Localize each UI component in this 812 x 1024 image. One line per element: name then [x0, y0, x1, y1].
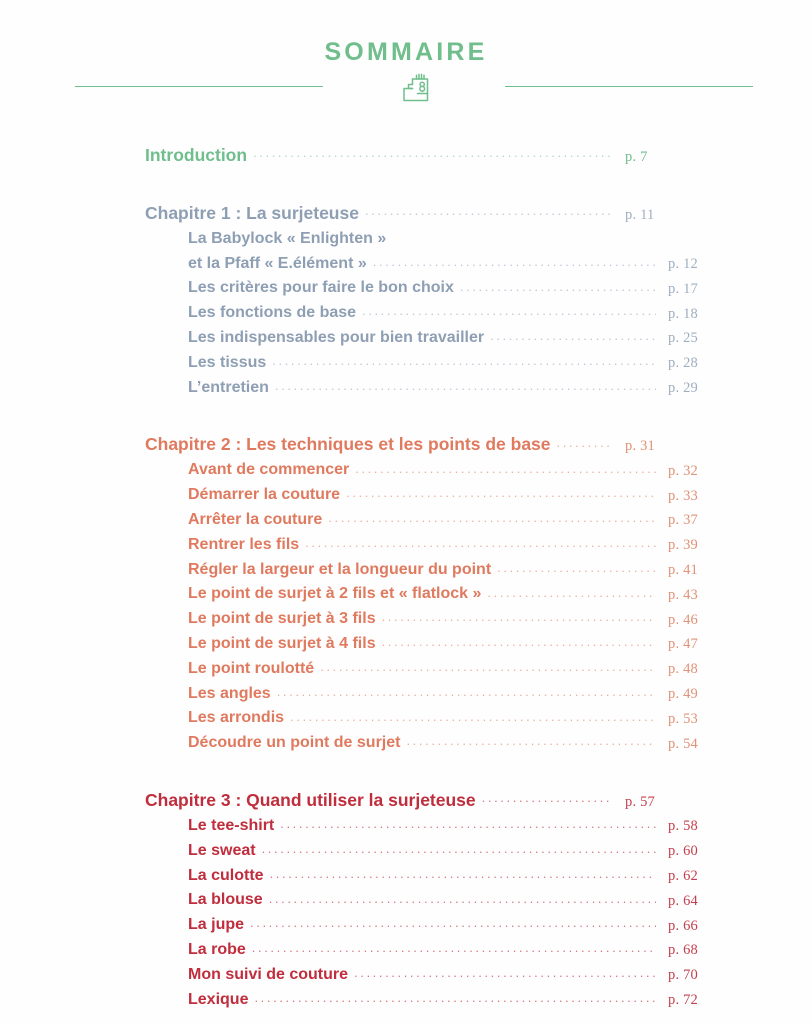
toc-chapter-entry[interactable] [145, 130, 673, 164]
toc-sub-entry[interactable] [145, 602, 716, 627]
dot-leader [482, 790, 613, 806]
header-divider [75, 86, 753, 118]
toc-entry-label: Rentrer les fils [188, 535, 300, 553]
toc-sub-entry[interactable] [145, 677, 716, 702]
dot-leader [262, 841, 656, 857]
toc-page-number: p. 32 [668, 462, 698, 479]
toc-sub-entry[interactable] [145, 247, 716, 272]
dot-leader [320, 659, 656, 675]
toc-page-number: p. 33 [668, 487, 698, 504]
dot-leader [382, 609, 656, 625]
toc-entry-label: Chapitre 2 : Les techniques et les points de base [145, 434, 551, 455]
toc-entry-label: La robe [188, 940, 246, 958]
dot-leader [290, 708, 656, 724]
toc-chapter-entry[interactable] [145, 420, 673, 454]
toc-entry-label: Avant de commencer [188, 461, 350, 479]
toc-entry-label: Le point de surjet à 3 fils [188, 610, 376, 628]
toc-page-number: p. 72 [668, 992, 698, 1009]
toc-page-number: p. 25 [668, 330, 698, 347]
dot-leader [270, 866, 656, 882]
dot-leader [250, 915, 656, 931]
toc-entry-label: Les fonctions de base [188, 304, 357, 322]
page-title: SOMMAIRE [324, 38, 488, 66]
dot-leader [362, 303, 656, 319]
toc-page-number: p. 48 [668, 661, 698, 678]
dot-leader [365, 203, 613, 219]
toc-chapter-entry[interactable] [145, 188, 673, 222]
dot-leader [305, 535, 656, 551]
dot-leader [373, 254, 656, 270]
toc-entry-label: Le tee-shirt [188, 816, 275, 834]
toc-sub-entry[interactable] [145, 296, 716, 321]
toc-sub-entry[interactable] [145, 958, 716, 983]
toc-sub-entry[interactable] [145, 321, 716, 346]
toc-sub-entry[interactable] [145, 859, 716, 884]
toc-sub-entry[interactable] [145, 371, 716, 396]
toc-group [145, 775, 698, 1009]
dot-leader [277, 684, 656, 700]
toc-entry-label: La Babylock « Enlighten » [188, 229, 387, 247]
toc-group [145, 130, 673, 164]
toc-page-number: p. 7 [625, 148, 648, 165]
toc-sub-entry[interactable] [145, 726, 716, 751]
toc-sub-entry[interactable] [145, 272, 716, 297]
toc-entry-label: et la Pfaff « E.élément » [188, 254, 367, 272]
page-header [0, 38, 812, 67]
toc-page-number: p. 58 [668, 818, 698, 835]
toc-entry-label: Le point roulotté [188, 659, 315, 677]
toc-sub-entry[interactable] [145, 809, 716, 834]
toc-page-number: p. 39 [668, 537, 698, 554]
toc-page-number: p. 68 [668, 942, 698, 959]
toc-entry-label: Les tissus [188, 353, 267, 371]
toc-entry-label: Les arrondis [188, 709, 285, 727]
dot-leader [269, 890, 656, 906]
toc-entry-label: Le point de surjet à 4 fils [188, 634, 376, 652]
toc-page-number: p. 31 [625, 438, 655, 455]
dot-leader [355, 460, 656, 476]
toc-page-number: p. 53 [668, 710, 698, 727]
toc-sub-entry[interactable] [145, 478, 716, 503]
toc-page-number: p. 66 [668, 917, 698, 934]
table-of-contents [145, 130, 698, 1009]
toc-page-number: p. 43 [668, 586, 698, 603]
divider-line-left [75, 86, 323, 87]
dot-leader [252, 940, 656, 956]
toc-entry-label: Chapitre 3 : Quand utiliser la surjeteuse [145, 789, 476, 810]
toc-entry-label: Découdre un point de surjet [188, 734, 401, 752]
toc-sub-entry[interactable] [145, 702, 716, 727]
toc-sub-entry[interactable] [145, 834, 716, 859]
toc-sub-entry[interactable] [145, 503, 716, 528]
toc-entry-label: Démarrer la couture [188, 486, 341, 504]
toc-sub-entry[interactable] [145, 578, 716, 603]
toc-page-number: p. 37 [668, 512, 698, 529]
toc-sub-entry[interactable] [145, 553, 716, 578]
toc-sub-entry[interactable] [145, 652, 716, 677]
toc-page-number: p. 57 [625, 793, 655, 810]
dot-leader [460, 278, 656, 294]
toc-entry-label: L’entretien [188, 378, 269, 396]
toc-page-number: p. 70 [668, 967, 698, 984]
toc-entry-label: Régler la largeur et la longueur du point [188, 560, 492, 578]
toc-sub-entry[interactable] [145, 346, 716, 371]
toc-page-number: p. 41 [668, 562, 698, 579]
dot-leader [487, 584, 656, 600]
toc-group [145, 420, 698, 752]
dot-leader [406, 733, 656, 749]
toc-entry-label: Chapitre 1 : La surjeteuse [145, 202, 359, 223]
dot-leader [328, 510, 656, 526]
toc-page-number: p. 18 [668, 305, 698, 322]
dot-leader [272, 353, 656, 369]
dot-leader [557, 435, 613, 451]
toc-page-number: p. 47 [668, 636, 698, 653]
toc-sub-entry[interactable] [145, 983, 716, 1008]
toc-group [145, 188, 698, 397]
toc-page-number: p. 17 [668, 280, 698, 297]
toc-sub-entry[interactable] [145, 222, 716, 247]
toc-page-number: p. 64 [668, 892, 698, 909]
toc-page-number: p. 12 [668, 256, 698, 273]
toc-entry-label: Les angles [188, 684, 271, 702]
toc-page-number: p. 60 [668, 843, 698, 860]
toc-entry-label: Les critères pour faire le bon choix [188, 279, 454, 297]
dot-leader [346, 485, 656, 501]
toc-entry-label: Mon suivi de couture [188, 965, 349, 983]
toc-entry-label: Le sweat [188, 841, 256, 859]
toc-entry-label: La blouse [188, 891, 263, 909]
dot-leader [497, 560, 656, 576]
toc-entry-label: La jupe [188, 916, 245, 934]
toc-page-number: p. 28 [668, 355, 698, 372]
dot-leader [253, 145, 613, 161]
divider-line-right [505, 86, 753, 87]
toc-entry-label: Introduction [145, 144, 248, 165]
dot-leader [254, 990, 656, 1006]
toc-entry-label: La culotte [188, 866, 264, 884]
toc-page-number: p. 29 [668, 380, 698, 397]
toc-chapter-entry[interactable] [145, 775, 673, 809]
sewing-machine-icon [394, 72, 434, 108]
toc-entry-label: Lexique [188, 990, 249, 1008]
toc-page-number: p. 54 [668, 735, 698, 752]
dot-leader [275, 378, 656, 394]
dot-leader [382, 634, 656, 650]
dot-leader [354, 965, 656, 981]
toc-page-number: p. 62 [668, 868, 698, 885]
toc-entry-label: Le point de surjet à 2 fils et « flatlock » [188, 585, 482, 603]
toc-page-number: p. 49 [668, 686, 698, 703]
toc-sub-entry[interactable] [145, 528, 716, 553]
toc-page-number: p. 11 [625, 206, 655, 223]
toc-entry-label: Les indispensables pour bien travailler [188, 328, 485, 346]
toc-sub-entry[interactable] [145, 908, 716, 933]
dot-leader [280, 816, 656, 832]
toc-sub-entry[interactable] [145, 454, 716, 479]
toc-sub-entry[interactable] [145, 884, 716, 909]
toc-entry-label: Arrêter la couture [188, 510, 323, 528]
dot-leader [490, 328, 656, 344]
toc-page-number: p. 46 [668, 611, 698, 628]
dot-leader [392, 229, 656, 245]
toc-sub-entry[interactable] [145, 933, 716, 958]
toc-sub-entry[interactable] [145, 627, 716, 652]
